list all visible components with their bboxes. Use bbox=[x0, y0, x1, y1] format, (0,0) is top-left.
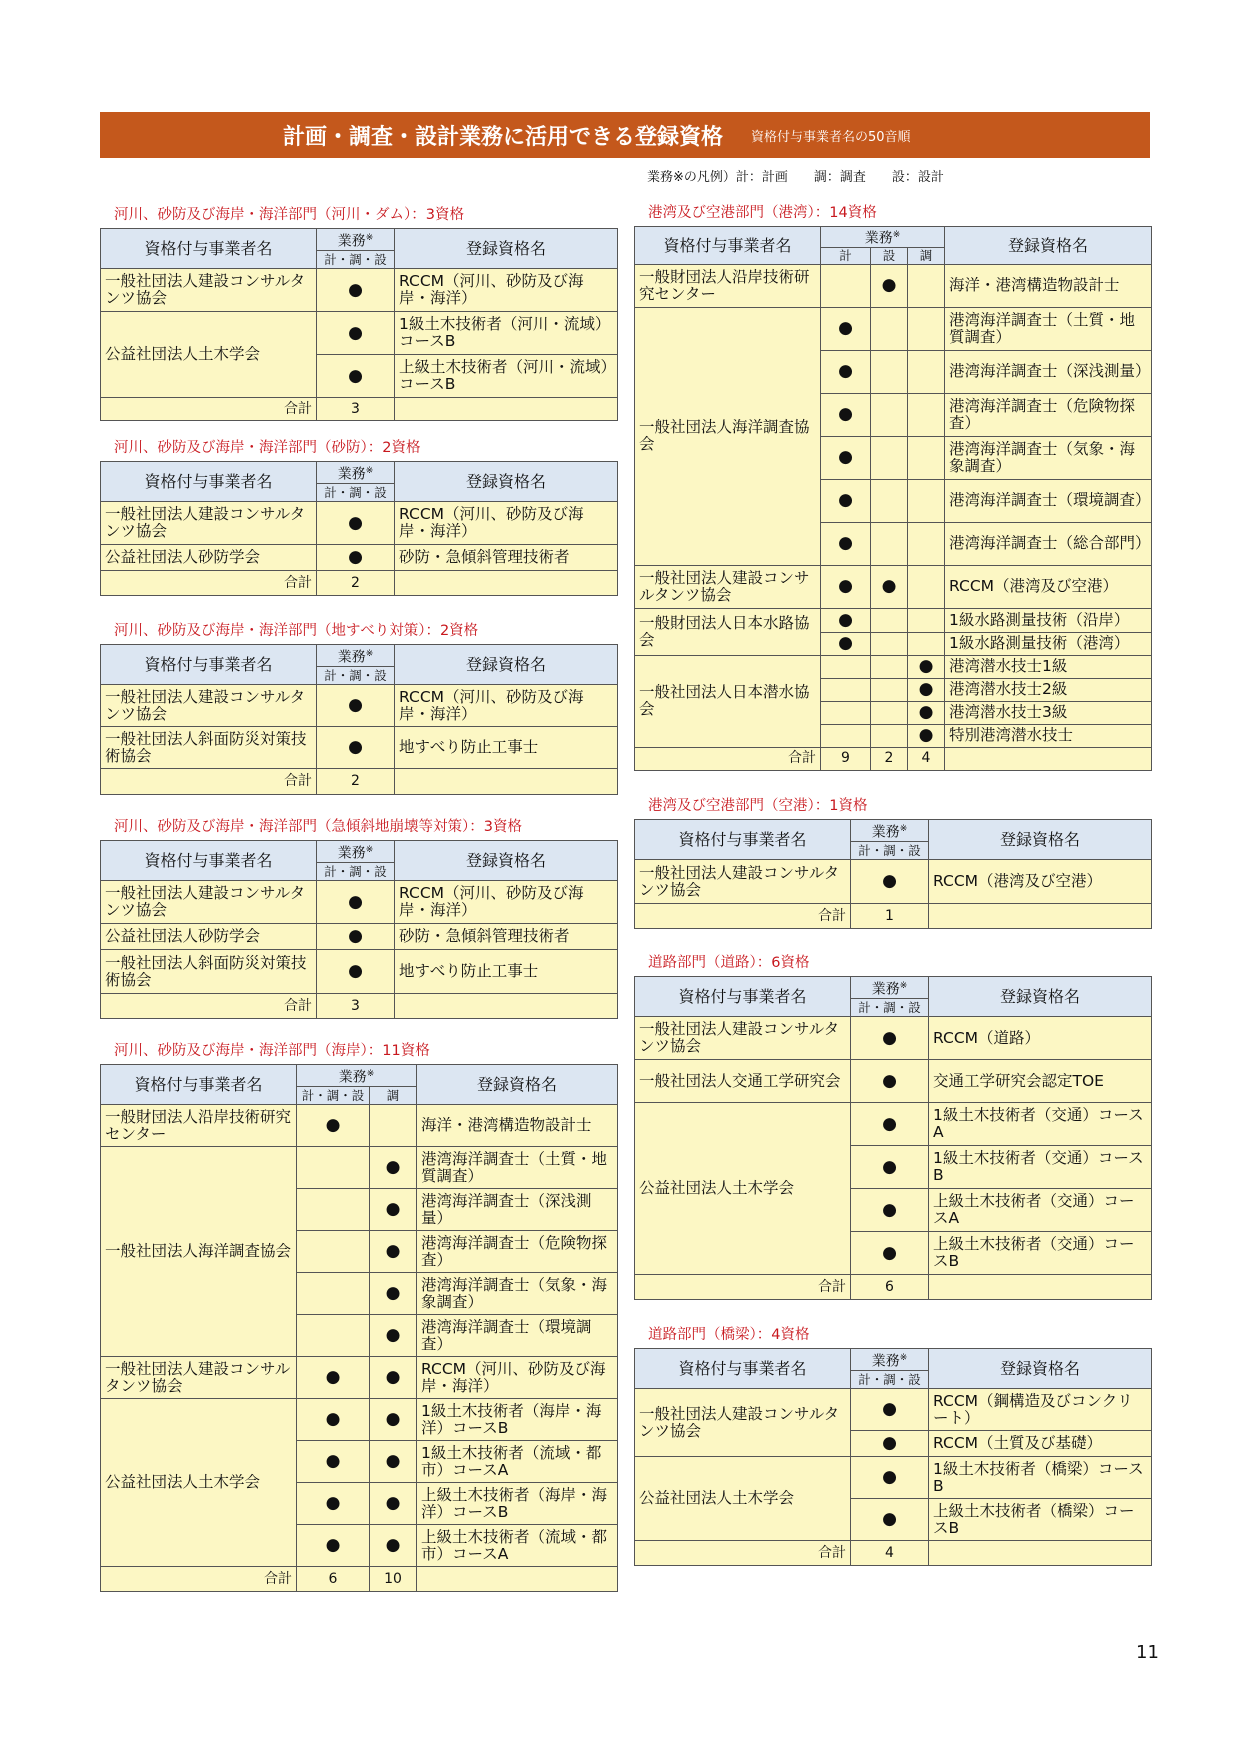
qualification-cell: 港湾海洋調査士（危険物探査） bbox=[945, 393, 1152, 436]
total-label: 合計 bbox=[635, 747, 821, 770]
provider-cell: 一般社団法人建設コンサルタンツ協会 bbox=[635, 1389, 851, 1457]
total-label: 合計 bbox=[101, 994, 317, 1019]
work-dot: ● bbox=[317, 924, 395, 950]
provider-cell: 一般財団法人日本水路協会 bbox=[635, 608, 821, 655]
header-work: 業務※ bbox=[851, 1349, 929, 1371]
work-dot: ● bbox=[821, 350, 871, 393]
page-title: 計画・調査・設計業務に活用できる登録資格 bbox=[283, 124, 724, 150]
work-dot: ● bbox=[317, 727, 395, 769]
provider-cell: 一般社団法人海洋調査協会 bbox=[101, 1147, 297, 1357]
header-qualification: 登録資格名 bbox=[395, 462, 618, 502]
total-value: 4 bbox=[851, 1541, 929, 1566]
work-dot bbox=[821, 701, 871, 724]
work-dot: ● bbox=[370, 1147, 417, 1189]
header-provider: 資格付与事業者名 bbox=[635, 1349, 851, 1389]
work-dot: ● bbox=[297, 1105, 370, 1147]
total-value: 2 bbox=[317, 571, 395, 596]
qualification-cell: RCCM（河川、砂防及び海岸・海洋） bbox=[395, 685, 618, 727]
header-work-cho: 調 bbox=[370, 1087, 417, 1105]
work-dot bbox=[908, 632, 945, 655]
work-dot bbox=[297, 1147, 370, 1189]
qualification-cell: RCCM（鋼構造及びコンクリート） bbox=[929, 1389, 1152, 1431]
work-dot: ● bbox=[821, 608, 871, 632]
qualification-table bbox=[100, 840, 618, 1019]
qualification-table bbox=[100, 461, 618, 596]
header-work-sub: 計・調・設 bbox=[317, 667, 395, 685]
header-work-kei: 計 bbox=[821, 247, 871, 264]
header-provider: 資格付与事業者名 bbox=[101, 841, 317, 881]
header-work: 業務※ bbox=[317, 229, 395, 251]
work-dot: ● bbox=[370, 1231, 417, 1273]
total-value: 1 bbox=[851, 904, 929, 929]
work-dot bbox=[908, 264, 945, 307]
qualification-cell: 地すべり防止工事士 bbox=[395, 727, 618, 769]
header-work-sub: 計・調・設 bbox=[317, 863, 395, 881]
provider-cell: 一般社団法人建設コンサルタンツ協会 bbox=[101, 1357, 297, 1399]
header-provider: 資格付与事業者名 bbox=[101, 462, 317, 502]
section-heading: 河川、砂防及び海岸・海洋部門（河川・ダム）：3資格 bbox=[114, 207, 464, 223]
qualification-cell: 港湾海洋調査士（環境調査） bbox=[417, 1315, 618, 1357]
qualification-cell: 港湾海洋調査士（深浅測量） bbox=[945, 350, 1152, 393]
title-banner bbox=[100, 112, 1150, 158]
qualification-cell: RCCM（河川、砂防及び海岸・海洋） bbox=[395, 269, 618, 312]
total-value: 6 bbox=[297, 1567, 370, 1592]
work-dot bbox=[821, 264, 871, 307]
qualification-table bbox=[100, 644, 618, 795]
qualification-cell: 海洋・港湾構造物設計士 bbox=[945, 264, 1152, 307]
work-dot: ● bbox=[821, 436, 871, 479]
work-dot: ● bbox=[317, 950, 395, 994]
qualification-cell: 1級水路測量技術（沿岸） bbox=[945, 608, 1152, 632]
header-work: 業務※ bbox=[851, 820, 929, 842]
work-dot: ● bbox=[851, 1103, 929, 1146]
section-river-dam bbox=[100, 204, 618, 421]
work-dot: ● bbox=[297, 1399, 370, 1441]
qualification-cell: 港湾潜水技士1級 bbox=[945, 655, 1152, 678]
work-dot: ● bbox=[821, 479, 871, 522]
total-label: 合計 bbox=[101, 769, 317, 795]
work-dot: ● bbox=[370, 1441, 417, 1483]
work-dot: ● bbox=[370, 1273, 417, 1315]
provider-cell: 公益社団法人砂防学会 bbox=[101, 924, 317, 950]
work-dot bbox=[297, 1315, 370, 1357]
qualification-cell: 地すべり防止工事士 bbox=[395, 950, 618, 994]
qualification-cell: 港湾海洋調査士（危険物探査） bbox=[417, 1231, 618, 1273]
qualification-table bbox=[634, 1348, 1152, 1566]
header-provider: 資格付与事業者名 bbox=[101, 1065, 297, 1105]
work-dot bbox=[908, 307, 945, 350]
header-work-sub: 計・調・設 bbox=[317, 251, 395, 269]
work-dot: ● bbox=[317, 545, 395, 571]
section-heading: 河川、砂防及び海岸・海洋部門（地すべり対策）：2資格 bbox=[114, 623, 479, 639]
work-dot: ● bbox=[317, 685, 395, 727]
work-dot: ● bbox=[297, 1525, 370, 1567]
qualification-cell: 1級土木技術者（流域・都市）コースA bbox=[417, 1441, 618, 1483]
work-dot bbox=[297, 1189, 370, 1231]
section-steep-slope bbox=[100, 816, 618, 1019]
header-qualification: 登録資格名 bbox=[929, 1349, 1152, 1389]
total-label: 合計 bbox=[101, 1567, 297, 1592]
header-qualification: 登録資格名 bbox=[417, 1065, 618, 1105]
total-value: 10 bbox=[370, 1567, 417, 1592]
qualification-table bbox=[634, 976, 1152, 1300]
work-dot bbox=[871, 350, 908, 393]
qualification-cell: 港湾海洋調査士（土質・地質調査） bbox=[417, 1147, 618, 1189]
total-value: 6 bbox=[851, 1275, 929, 1300]
qualification-cell: 交通工学研究会認定TOE bbox=[929, 1060, 1152, 1103]
section-road bbox=[634, 952, 1152, 1300]
work-dot bbox=[871, 393, 908, 436]
qualification-cell: 上級土木技術者（橋梁）コースB bbox=[929, 1499, 1152, 1541]
work-dot: ● bbox=[851, 1146, 929, 1189]
provider-cell: 一般社団法人斜面防災対策技術協会 bbox=[101, 727, 317, 769]
section-port bbox=[634, 202, 1152, 771]
work-dot bbox=[297, 1273, 370, 1315]
qualification-cell: 港湾潜水技士2級 bbox=[945, 678, 1152, 701]
work-dot: ● bbox=[908, 655, 945, 678]
work-legend: 業務※の凡例）計：計画 調：調査 設：設計 bbox=[647, 170, 944, 185]
work-dot bbox=[370, 1105, 417, 1147]
work-dot: ● bbox=[851, 860, 929, 904]
work-dot: ● bbox=[370, 1357, 417, 1399]
work-dot bbox=[908, 393, 945, 436]
work-dot bbox=[821, 724, 871, 747]
work-dot: ● bbox=[297, 1357, 370, 1399]
section-heading: 港湾及び空港部門（港湾）：14資格 bbox=[648, 205, 877, 221]
work-dot: ● bbox=[908, 678, 945, 701]
work-dot: ● bbox=[871, 565, 908, 608]
section-airport bbox=[634, 795, 1152, 929]
qualification-cell: 1級土木技術者（河川・流域）コースB bbox=[395, 312, 618, 355]
work-dot: ● bbox=[370, 1483, 417, 1525]
work-dot bbox=[908, 608, 945, 632]
total-value: 2 bbox=[317, 769, 395, 795]
work-dot bbox=[297, 1231, 370, 1273]
qualification-cell: RCCM（河川、砂防及び海岸・海洋） bbox=[417, 1357, 618, 1399]
total-label: 合計 bbox=[635, 1541, 851, 1566]
qualification-cell: 1級水路測量技術（港湾） bbox=[945, 632, 1152, 655]
work-dot: ● bbox=[851, 1189, 929, 1232]
total-value: 4 bbox=[908, 747, 945, 770]
provider-cell: 公益社団法人土木学会 bbox=[635, 1457, 851, 1541]
header-work-sub: 計・調・設 bbox=[851, 999, 929, 1017]
header-provider: 資格付与事業者名 bbox=[635, 977, 851, 1017]
section-heading: 河川、砂防及び海岸・海洋部門（急傾斜地崩壊等対策）：3資格 bbox=[114, 819, 522, 835]
work-dot bbox=[908, 522, 945, 565]
qualification-cell: 1級土木技術者（交通）コースB bbox=[929, 1146, 1152, 1189]
work-dot: ● bbox=[821, 522, 871, 565]
total-label: 合計 bbox=[635, 1275, 851, 1300]
work-dot: ● bbox=[851, 1431, 929, 1457]
provider-cell: 一般財団法人沿岸技術研究センター bbox=[635, 264, 821, 307]
work-dot bbox=[871, 701, 908, 724]
work-dot: ● bbox=[317, 269, 395, 312]
work-dot bbox=[908, 479, 945, 522]
total-value: 2 bbox=[871, 747, 908, 770]
qualification-cell: 海洋・港湾構造物設計士 bbox=[417, 1105, 618, 1147]
work-dot: ● bbox=[317, 312, 395, 355]
work-dot: ● bbox=[821, 565, 871, 608]
work-dot bbox=[908, 436, 945, 479]
provider-cell: 一般社団法人日本潜水協会 bbox=[635, 655, 821, 747]
qualification-cell: 1級土木技術者（海岸・海洋）コースB bbox=[417, 1399, 618, 1441]
page-number: 11 bbox=[1136, 1642, 1159, 1663]
header-provider: 資格付与事業者名 bbox=[101, 229, 317, 269]
work-dot bbox=[871, 678, 908, 701]
qualification-cell: 砂防・急傾斜管理技術者 bbox=[395, 924, 618, 950]
work-dot: ● bbox=[908, 724, 945, 747]
qualification-cell: RCCM（土質及び基礎） bbox=[929, 1431, 1152, 1457]
provider-cell: 一般社団法人海洋調査協会 bbox=[635, 307, 821, 565]
qualification-cell: 上級土木技術者（交通）コースA bbox=[929, 1189, 1152, 1232]
qualification-cell: RCCM（道路） bbox=[929, 1017, 1152, 1060]
qualification-cell: RCCM（港湾及び空港） bbox=[945, 565, 1152, 608]
qualification-cell: 1級土木技術者（交通）コースA bbox=[929, 1103, 1152, 1146]
provider-cell: 一般社団法人建設コンサルタンツ協会 bbox=[635, 565, 821, 608]
work-dot: ● bbox=[821, 307, 871, 350]
work-dot bbox=[871, 608, 908, 632]
section-bridge bbox=[634, 1324, 1152, 1566]
work-dot: ● bbox=[317, 881, 395, 924]
provider-cell: 一般社団法人建設コンサルタンツ協会 bbox=[101, 269, 317, 312]
qualification-cell: 1級土木技術者（橋梁）コースB bbox=[929, 1457, 1152, 1499]
total-value: 9 bbox=[821, 747, 871, 770]
provider-cell: 公益社団法人土木学会 bbox=[635, 1103, 851, 1275]
page-subtitle: 資格付与事業者名の50音順 bbox=[751, 129, 911, 145]
work-dot bbox=[821, 678, 871, 701]
provider-cell: 一般社団法人交通工学研究会 bbox=[635, 1060, 851, 1103]
qualification-table bbox=[634, 226, 1152, 771]
qualification-cell: 港湾海洋調査士（気象・海象調査） bbox=[417, 1273, 618, 1315]
section-coast bbox=[100, 1040, 618, 1592]
total-label: 合計 bbox=[101, 571, 317, 596]
header-work-sub: 計・調・設 bbox=[851, 1371, 929, 1389]
qualification-cell: 特別港湾潜水技士 bbox=[945, 724, 1152, 747]
section-landslide bbox=[100, 620, 618, 795]
qualification-table bbox=[634, 819, 1152, 929]
header-provider: 資格付与事業者名 bbox=[635, 820, 851, 860]
work-dot: ● bbox=[851, 1389, 929, 1431]
total-value: 3 bbox=[317, 994, 395, 1019]
section-heading: 道路部門（橋梁）：4資格 bbox=[648, 1327, 810, 1343]
qualification-cell: RCCM（河川、砂防及び海岸・海洋） bbox=[395, 881, 618, 924]
work-dot bbox=[871, 307, 908, 350]
work-dot: ● bbox=[370, 1189, 417, 1231]
header-work: 業務※ bbox=[297, 1065, 417, 1087]
qualification-cell: 上級土木技術者（河川・流域）コースB bbox=[395, 355, 618, 398]
work-dot: ● bbox=[821, 393, 871, 436]
section-heading: 河川、砂防及び海岸・海洋部門（砂防）：2資格 bbox=[114, 440, 421, 456]
header-qualification: 登録資格名 bbox=[929, 820, 1152, 860]
qualification-cell: RCCM（港湾及び空港） bbox=[929, 860, 1152, 904]
work-dot: ● bbox=[317, 355, 395, 398]
work-dot: ● bbox=[297, 1483, 370, 1525]
qualification-cell: 港湾海洋調査士（気象・海象調査） bbox=[945, 436, 1152, 479]
provider-cell: 一般社団法人建設コンサルタンツ協会 bbox=[101, 881, 317, 924]
work-dot: ● bbox=[908, 701, 945, 724]
qualification-cell: 上級土木技術者（海岸・海洋）コースB bbox=[417, 1483, 618, 1525]
work-dot: ● bbox=[871, 264, 908, 307]
work-dot bbox=[871, 724, 908, 747]
work-dot bbox=[871, 479, 908, 522]
provider-cell: 公益社団法人土木学会 bbox=[101, 1399, 297, 1567]
header-work: 業務※ bbox=[317, 462, 395, 484]
total-label: 合計 bbox=[101, 398, 317, 421]
qualification-cell: 港湾潜水技士3級 bbox=[945, 701, 1152, 724]
header-work: 業務※ bbox=[317, 841, 395, 863]
work-dot bbox=[908, 350, 945, 393]
header-qualification: 登録資格名 bbox=[929, 977, 1152, 1017]
header-work: 業務※ bbox=[851, 977, 929, 999]
work-dot: ● bbox=[851, 1232, 929, 1275]
header-work-cho: 調 bbox=[908, 247, 945, 264]
qualification-cell: 砂防・急傾斜管理技術者 bbox=[395, 545, 618, 571]
header-work-setsu: 設 bbox=[871, 247, 908, 264]
qualification-cell: RCCM（河川、砂防及び海岸・海洋） bbox=[395, 502, 618, 545]
header-work-sub: 計・調・設 bbox=[851, 842, 929, 860]
provider-cell: 一般社団法人斜面防災対策技術協会 bbox=[101, 950, 317, 994]
work-dot bbox=[871, 655, 908, 678]
work-dot: ● bbox=[851, 1060, 929, 1103]
work-dot: ● bbox=[821, 632, 871, 655]
total-value: 3 bbox=[317, 398, 395, 421]
header-provider: 資格付与事業者名 bbox=[101, 645, 317, 685]
work-dot: ● bbox=[317, 502, 395, 545]
qualification-cell: 港湾海洋調査士（深浅測量） bbox=[417, 1189, 618, 1231]
section-heading: 港湾及び空港部門（空港）：1資格 bbox=[648, 798, 868, 814]
section-heading: 河川、砂防及び海岸・海洋部門（海岸）：11資格 bbox=[114, 1043, 430, 1059]
provider-cell: 公益社団法人砂防学会 bbox=[101, 545, 317, 571]
header-qualification: 登録資格名 bbox=[395, 645, 618, 685]
qualification-cell: 上級土木技術者（交通）コースB bbox=[929, 1232, 1152, 1275]
header-qualification: 登録資格名 bbox=[395, 229, 618, 269]
section-sabo bbox=[100, 437, 618, 596]
qualification-cell: 港湾海洋調査士（土質・地質調査） bbox=[945, 307, 1152, 350]
header-work: 業務※ bbox=[317, 645, 395, 667]
provider-cell: 公益社団法人土木学会 bbox=[101, 312, 317, 398]
provider-cell: 一般社団法人建設コンサルタンツ協会 bbox=[635, 1017, 851, 1060]
qualification-table bbox=[100, 228, 618, 421]
work-dot: ● bbox=[851, 1499, 929, 1541]
qualification-cell: 港湾海洋調査士（総合部門） bbox=[945, 522, 1152, 565]
header-qualification: 登録資格名 bbox=[395, 841, 618, 881]
header-provider: 資格付与事業者名 bbox=[635, 227, 821, 265]
total-label: 合計 bbox=[635, 904, 851, 929]
provider-cell: 一般社団法人建設コンサルタンツ協会 bbox=[101, 685, 317, 727]
work-dot bbox=[871, 632, 908, 655]
provider-cell: 一般財団法人沿岸技術研究センター bbox=[101, 1105, 297, 1147]
work-dot bbox=[908, 565, 945, 608]
work-dot: ● bbox=[370, 1399, 417, 1441]
work-dot bbox=[871, 522, 908, 565]
header-work-sub: 計・調・設 bbox=[297, 1087, 370, 1105]
work-dot: ● bbox=[851, 1017, 929, 1060]
header-qualification: 登録資格名 bbox=[945, 227, 1152, 265]
section-heading: 道路部門（道路）：6資格 bbox=[648, 955, 810, 971]
work-dot bbox=[821, 655, 871, 678]
header-work-sub: 計・調・設 bbox=[317, 484, 395, 502]
header-work: 業務※ bbox=[821, 227, 945, 248]
provider-cell: 一般社団法人建設コンサルタンツ協会 bbox=[101, 502, 317, 545]
qualification-cell: 上級土木技術者（流域・都市）コースA bbox=[417, 1525, 618, 1567]
work-dot: ● bbox=[297, 1441, 370, 1483]
work-dot: ● bbox=[370, 1525, 417, 1567]
work-dot: ● bbox=[370, 1315, 417, 1357]
qualification-cell: 港湾海洋調査士（環境調査） bbox=[945, 479, 1152, 522]
work-dot bbox=[871, 436, 908, 479]
provider-cell: 一般社団法人建設コンサルタンツ協会 bbox=[635, 860, 851, 904]
work-dot: ● bbox=[851, 1457, 929, 1499]
qualification-table bbox=[100, 1064, 618, 1592]
